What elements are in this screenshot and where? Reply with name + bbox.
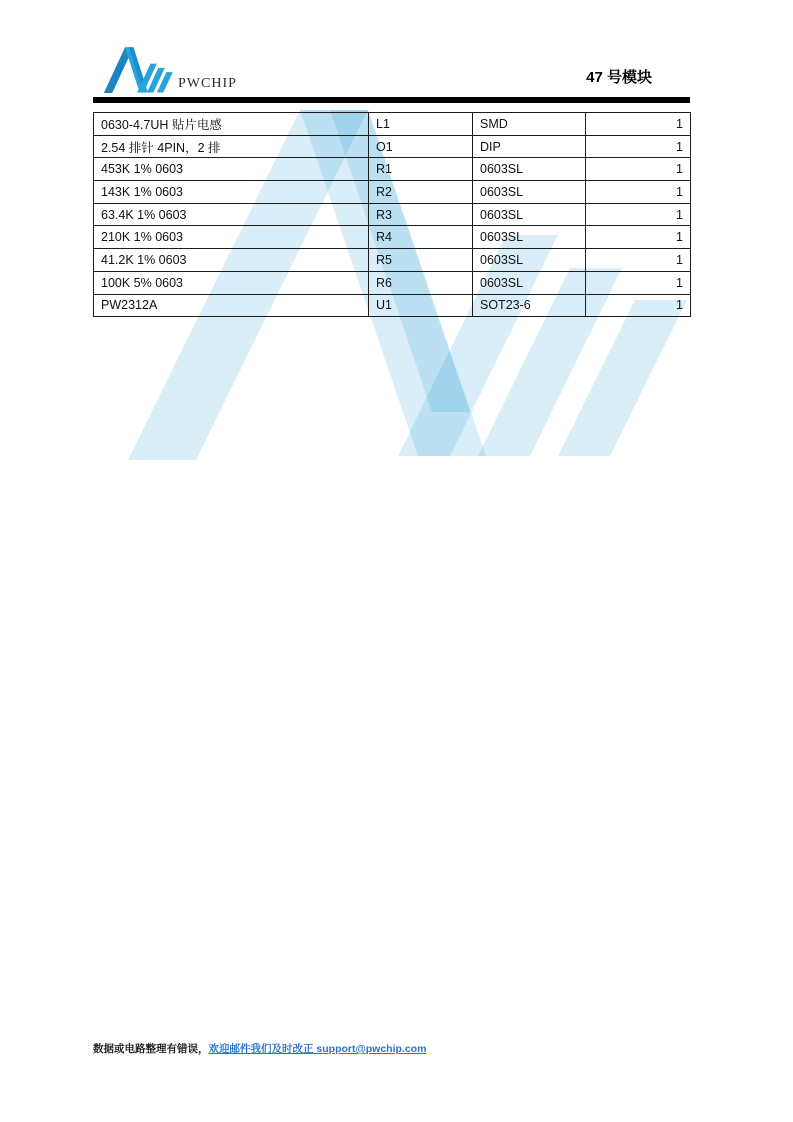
cell-description: 0630-4.7UH 贴片电感 — [94, 113, 369, 136]
cell-qty: 1 — [586, 226, 691, 249]
cell-package: DIP — [473, 135, 586, 158]
cell-package: 0603SL — [473, 226, 586, 249]
cell-qty: 1 — [586, 135, 691, 158]
cell-qty: 1 — [586, 113, 691, 136]
cell-designator: R6 — [369, 271, 473, 294]
bom-table — [93, 112, 691, 317]
cell-package: 0603SL — [473, 249, 586, 272]
table-row — [94, 158, 691, 181]
pwchip-logo-text: PWCHIP — [178, 76, 237, 91]
cell-qty: 1 — [586, 294, 691, 317]
cell-description: 100K 5% 0603 — [94, 271, 369, 294]
table-row — [94, 203, 691, 226]
cell-designator: R4 — [369, 226, 473, 249]
cell-description: 453K 1% 0603 — [94, 158, 369, 181]
cell-package: SMD — [473, 113, 586, 136]
cell-designator: O1 — [369, 135, 473, 158]
cell-description: 210K 1% 0603 — [94, 226, 369, 249]
cell-description: 2.54 排针 4PIN，2 排 — [94, 135, 369, 158]
cell-package: 0603SL — [473, 158, 586, 181]
cell-package: 0603SL — [473, 271, 586, 294]
cell-description: PW2312A — [94, 294, 369, 317]
cell-designator: R2 — [369, 181, 473, 204]
cell-qty: 1 — [586, 158, 691, 181]
cell-qty: 1 — [586, 249, 691, 272]
cell-description: 41.2K 1% 0603 — [94, 249, 369, 272]
cell-designator: R1 — [369, 158, 473, 181]
cell-qty: 1 — [586, 203, 691, 226]
cell-package: SOT23-6 — [473, 294, 586, 317]
footer-note — [93, 1041, 426, 1056]
table-row — [94, 294, 691, 317]
cell-designator: R3 — [369, 203, 473, 226]
cell-description: 63.4K 1% 0603 — [94, 203, 369, 226]
bom-table-body — [94, 113, 691, 317]
cell-qty: 1 — [586, 181, 691, 204]
cell-package: 0603SL — [473, 181, 586, 204]
table-row — [94, 271, 691, 294]
cell-package: 0603SL — [473, 203, 586, 226]
cell-designator: U1 — [369, 294, 473, 317]
pwchip-logo — [101, 47, 237, 93]
table-row — [94, 135, 691, 158]
table-row — [94, 226, 691, 249]
table-row — [94, 113, 691, 136]
cell-qty: 1 — [586, 271, 691, 294]
cell-designator: R5 — [369, 249, 473, 272]
footer-support-link[interactable]: 欢迎邮件我们及时改正 support@pwchip.com — [208, 1043, 427, 1055]
cell-description: 143K 1% 0603 — [94, 181, 369, 204]
footer-error-text: 数据或电路整理有错误， — [93, 1043, 209, 1055]
table-row — [94, 249, 691, 272]
page-title: 47 号模块 — [586, 69, 652, 86]
cell-designator: L1 — [369, 113, 473, 136]
table-row — [94, 181, 691, 204]
header-divider — [93, 97, 690, 103]
pwchip-logo-icon — [101, 47, 175, 93]
